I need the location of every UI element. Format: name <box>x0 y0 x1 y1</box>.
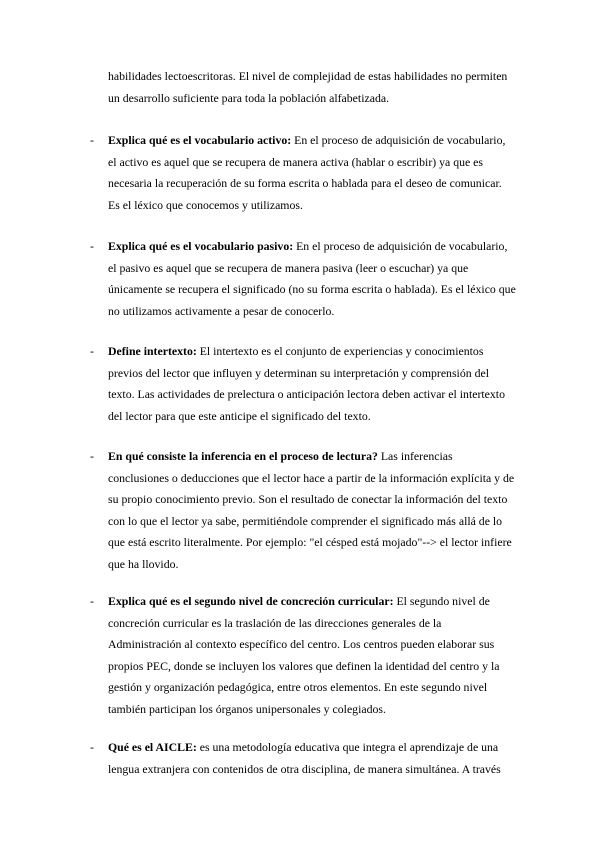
intro-paragraph <box>108 66 538 109</box>
text-line: también participan los órganos unipersonales y colegiados. <box>108 701 386 716</box>
text-line: Explica qué es el vocabulario pasivo: En el proceso de adquisición de vocabulario, <box>108 239 508 253</box>
list-item-vocabulario-activo <box>90 130 540 216</box>
text-line: que ha llovido. <box>108 556 179 571</box>
text-line: Explica qué es el vocabulario activo: En el proceso de adquisición de vocabulario, <box>108 133 506 147</box>
item-paragraph <box>108 737 538 780</box>
text-line: conclusiones o deducciones que el lector hace a partir de la información explícita y de <box>108 470 515 485</box>
text-line: con lo que el lector ya sabe, permitiéndole comprender el significado más allá de lo <box>108 513 503 528</box>
list-item-inferencia <box>90 446 540 575</box>
list-dash: - <box>90 239 94 253</box>
item-question: Define intertexto: <box>108 344 197 358</box>
text-line: necesaria la recuperación de su forma escrita o hablada para el deseo de comunicar. <box>108 176 502 190</box>
list-dash: - <box>90 449 94 463</box>
item-paragraph <box>108 130 538 216</box>
text-line: gestión y organización pedagógica, entre otros elementos. En este segundo nivel <box>108 680 488 694</box>
text-line: En qué consiste la inferencia en el proceso de lectura? Las inferencias <box>108 449 453 463</box>
list-dash: - <box>90 133 94 147</box>
list-dash: - <box>90 594 94 608</box>
item-paragraph <box>108 341 538 427</box>
item-question: Explica qué es el vocabulario pasivo: <box>108 239 294 253</box>
text-line: únicamente se recupera el significado (no su forma escrita o hablada). Es el léxico que <box>108 282 516 296</box>
list-item-segundo-nivel <box>90 591 540 720</box>
text-line: texto. Las actividades de prelectura o anticipación lectora deben activar el intertexto <box>108 387 505 401</box>
text-line: un desarrollo suficiente para toda la población alfabetizada. <box>108 90 390 105</box>
item-paragraph <box>108 236 538 322</box>
list-item-aicle <box>90 737 540 780</box>
text-line: lengua extranjera con contenidos de otra disciplina, de manera simultánea. A través <box>108 761 501 776</box>
item-question: En qué consiste la inferencia en el proceso de lectura? <box>108 449 378 463</box>
text-line: previos del lector que influyen y determinan su interpretación y comprensión del <box>108 365 489 380</box>
text-line: Explica qué es el segundo nivel de concreción curricular: El segundo nivel de <box>108 594 490 608</box>
list-item-vocabulario-pasivo <box>90 236 540 322</box>
list-item-intertexto <box>90 341 540 427</box>
text-line: del lector para que este anticipe el significado del texto. <box>108 408 371 423</box>
item-question: Qué es el AICLE: <box>108 740 197 754</box>
list-dash: - <box>90 344 94 358</box>
list-dash: - <box>90 740 94 754</box>
text-line: el activo es aquel que se recupera de manera activa (hablar o escribir) ya que es <box>108 154 484 169</box>
text-line: concreción curricular es la traslación de las direcciones generales de la <box>108 615 442 630</box>
text-line: Define intertexto: El intertexto es el conjunto de experiencias y conocimientos <box>108 344 484 358</box>
text-line: su propio conocimiento previo. Son el resultado de conectar la información del texto <box>108 492 508 506</box>
text-line: no utilizamos activamente a pesar de conocerlo. <box>108 303 335 318</box>
item-paragraph <box>108 591 538 720</box>
item-question: Explica qué es el segundo nivel de concreción curricular: <box>108 594 394 608</box>
text-line: el pasivo es aquel que se recupera de manera pasiva (leer o escuchar) ya que <box>108 260 469 275</box>
text-line: propios PEC, donde se incluyen los valores que definen la identidad del centro y la <box>108 658 500 673</box>
text-line: Administración al contexto específico del centro. Los centros pueden elaborar sus <box>108 637 495 651</box>
text-line: habilidades lectoescritoras. El nivel de complejidad de estas habilidades no permiten <box>108 69 508 83</box>
text-line: que está escrito literalmente. Por ejemplo: "el césped está mojado"--> el lector infiere <box>108 535 512 549</box>
text-line: Es el léxico que conocemos y utilizamos. <box>108 197 303 212</box>
item-paragraph <box>108 446 538 575</box>
item-question: Explica qué es el vocabulario activo: <box>108 133 292 147</box>
text-line: Qué es el AICLE: es una metodología educativa que integra el aprendizaje de una <box>108 740 499 754</box>
